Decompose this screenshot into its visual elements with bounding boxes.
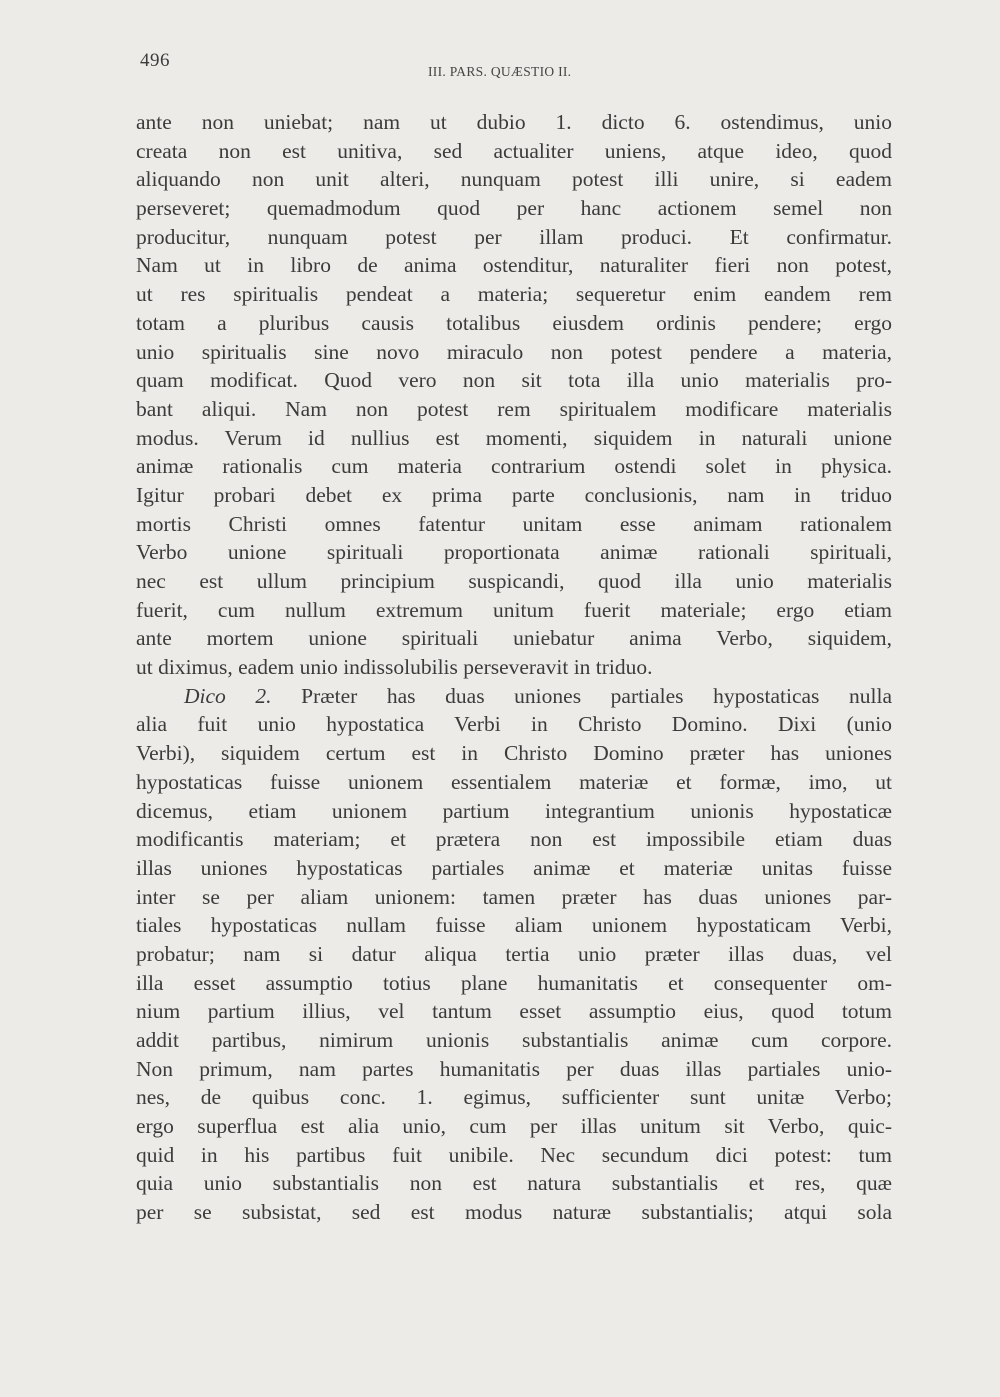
dico-line-text: Præter has duas uniones partiales hypostaticas nulla xyxy=(271,683,892,708)
text-line: Verbo unione spirituali proportionata animæ rationali spirituali, xyxy=(136,540,892,565)
text-line: probatur; nam si datur aliqua tertia unio præter illas duas, vel xyxy=(136,941,892,966)
text-line: Non primum, nam partes humanitatis per duas illas partiales unio- xyxy=(136,1056,892,1081)
text-line: hypostaticas fuisse unionem essentialem materiæ et formæ, imo, ut xyxy=(136,769,892,794)
text-line: ut res spiritualis pendeat a materia; sequeretur enim eandem rem xyxy=(136,282,892,307)
dico-line xyxy=(136,682,892,711)
text-line: totam a pluribus causis totalibus eiusdem ordinis pendere; ergo xyxy=(136,310,892,335)
text-line: producitur, nunquam potest per illam produci. Et confirmatur. xyxy=(136,224,892,249)
text-line: ergo superflua est alia unio, cum per illas unitum sit Verbo, quic- xyxy=(136,1114,892,1139)
text-line: quam modificat. Quod vero non sit tota illa unio materialis pro- xyxy=(136,368,892,393)
text-line: quia unio substantialis non est natura substantialis et res, quæ xyxy=(136,1171,892,1196)
text-line: nec est ullum principium suspicandi, quod illa unio materialis xyxy=(136,569,892,593)
text-line: alia fuit unio hypostatica Verbi in Christo Domino. Dixi (unio xyxy=(136,712,892,737)
text-line: mortis Christi omnes fatentur unitam esse animam rationalem xyxy=(136,511,892,536)
text-line: illa esset assumptio totius plane humanitatis et consequenter om- xyxy=(136,970,892,995)
body-text xyxy=(136,108,892,1227)
text-line: illas uniones hypostaticas partiales animæ et materiæ unitas fuisse xyxy=(136,855,892,880)
page-number: 496 xyxy=(140,50,170,71)
text-line: tiales hypostaticas nullam fuisse aliam unionem hypostaticam Verbi, xyxy=(136,913,892,938)
text-line: inter se per aliam unionem: tamen præter has duas uniones par- xyxy=(136,884,892,909)
text-line: Igitur probari debet ex prima parte conclusionis, nam in triduo xyxy=(136,482,892,507)
text-line: dicemus, etiam unionem partium integrantium unionis hypostaticæ xyxy=(136,798,892,823)
text-line: unio spiritualis sine novo miraculo non potest pendere a materia, xyxy=(136,339,892,364)
text-line: per se subsistat, sed est modus naturæ substantialis; atqui sola xyxy=(136,1200,892,1225)
text-line: perseveret; quemadmodum quod per hanc actionem semel non xyxy=(136,196,892,221)
text-line: fuerit, cum nullum extremum unitum fuerit materiale; ergo etiam xyxy=(136,597,892,622)
text-line: Nam ut in libro de anima ostenditur, naturaliter fieri non potest, xyxy=(136,253,892,278)
text-line: modificantis materiam; et prætera non est impossibile etiam duas xyxy=(136,827,892,852)
text-line: ut diximus, eadem unio indissolubilis perseveravit in triduo. xyxy=(136,655,653,680)
text-line: Verbi), siquidem certum est in Christo Domino præter has uniones xyxy=(136,741,892,766)
text-line: animæ rationalis cum materia contrarium ostendi solet in physica. xyxy=(136,454,892,479)
text-line: ante mortem unione spirituali uniebatur anima Verbo, siquidem, xyxy=(136,626,892,651)
running-head: III. PARS. QUÆSTIO II. xyxy=(428,64,572,79)
text-line: aliquando non unit alteri, nunquam potest illi unire, si eadem xyxy=(136,167,892,192)
text-line: nium partium illius, vel tantum esset assumptio eius, quod totum xyxy=(136,999,892,1024)
text-line: nes, de quibus conc. 1. egimus, sufficienter sunt unitæ Verbo; xyxy=(136,1085,892,1110)
text-line: creata non est unitiva, sed actualiter uniens, atque ideo, quod xyxy=(136,138,892,163)
text-line: quid in his partibus fuit unibile. Nec secundum dici potest: tum xyxy=(136,1142,892,1167)
dico-label: Dico 2. xyxy=(184,683,272,708)
text-line: ante non uniebat; nam ut dubio 1. dicto 6. ostendimus, unio xyxy=(136,110,892,134)
text-line: addit partibus, nimirum unionis substantialis animæ cum corpore. xyxy=(136,1028,892,1052)
text-line: bant aliqui. Nam non potest rem spiritualem modificare materialis xyxy=(136,396,892,421)
text-line: modus. Verum id nullius est momenti, siquidem in naturali unione xyxy=(136,425,892,450)
